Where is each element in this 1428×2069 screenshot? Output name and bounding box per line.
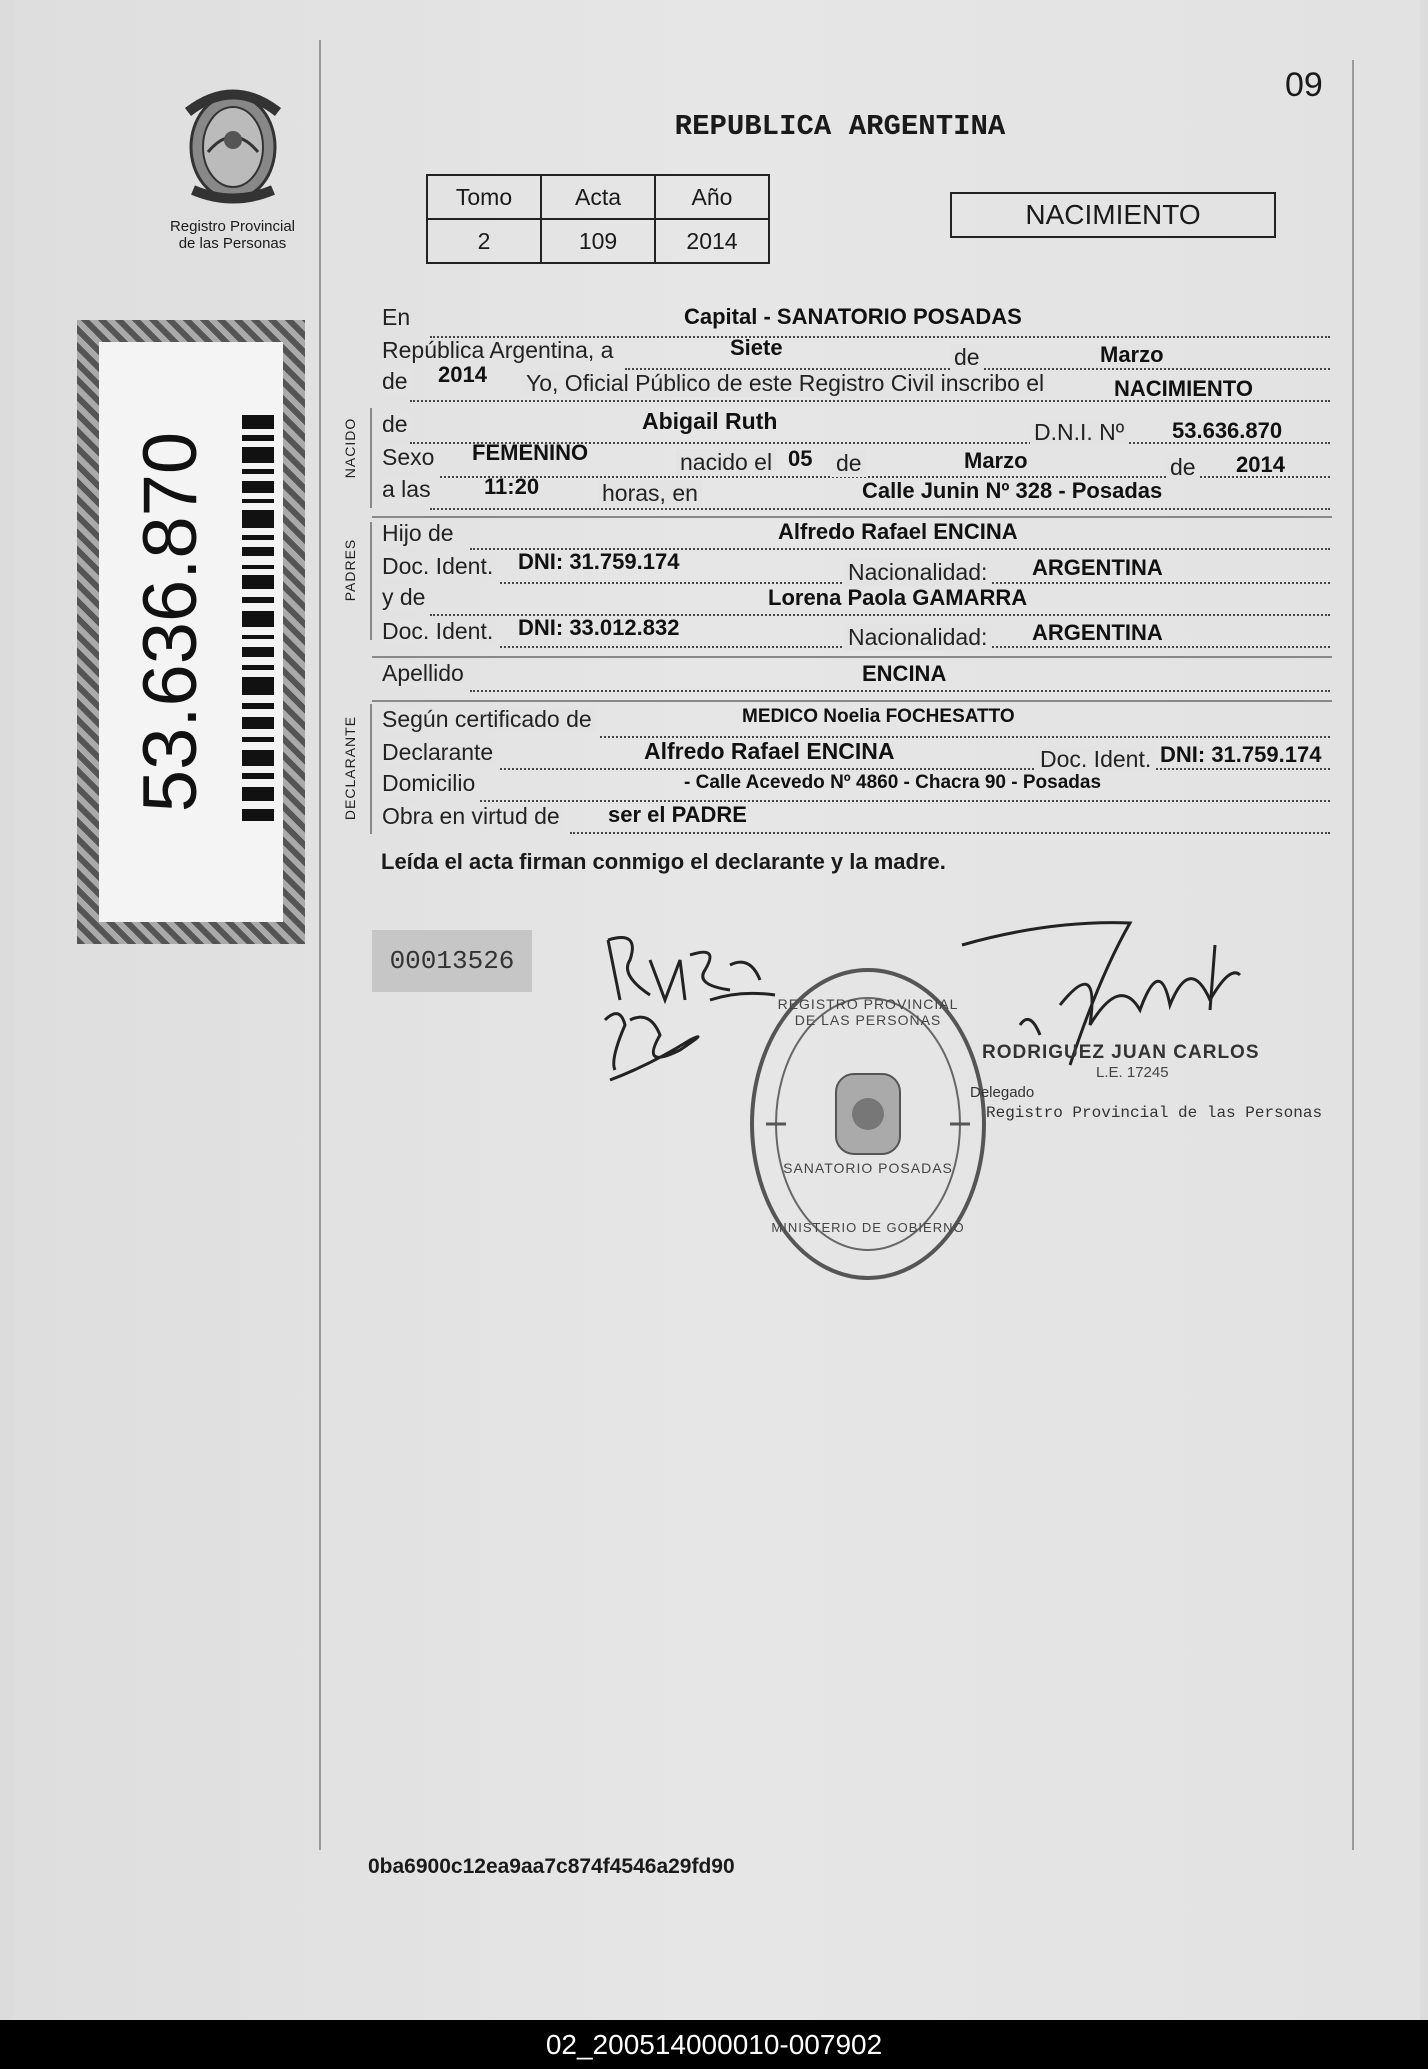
- dni-value: 53.636.870: [1172, 418, 1283, 443]
- lugar-value: Calle Junin Nº 328 - Posadas: [862, 478, 1163, 503]
- stamp-inner-text: SANATORIO POSADAS: [783, 1160, 953, 1176]
- section-padres: PADRES: [342, 538, 358, 602]
- de-year-label: de: [382, 368, 412, 395]
- document-hash: 0ba6900c12ea9aa7c874f4546a29fd90: [368, 1855, 735, 1878]
- declarante-label: Declarante: [382, 739, 497, 766]
- de-label2: de: [832, 450, 866, 477]
- stamp-bottom-text: MINISTERIO DE GOBIERNO: [771, 1220, 965, 1235]
- de-label3: de: [1166, 454, 1200, 481]
- nombre-label: de: [382, 411, 412, 438]
- dots-apellido: [470, 690, 1330, 692]
- official-name: RODRIGUEZ JUAN CARLOS: [982, 1042, 1260, 1063]
- padre-nac: ARGENTINA: [1032, 555, 1163, 580]
- alas-label: a las: [382, 476, 435, 503]
- yde-label: y de: [382, 584, 429, 611]
- anio-header: Año: [655, 175, 769, 219]
- barcode-icon: [242, 415, 274, 825]
- birth-day: 05: [788, 446, 813, 471]
- madre-doc: DNI: 33.012.832: [518, 615, 680, 640]
- act-value: NACIMIENTO: [1114, 376, 1253, 401]
- side-id-number: 53.636.870: [128, 431, 213, 813]
- doc-label3: Doc. Ident.: [1036, 746, 1155, 773]
- issuer-line1: Registro Provincial: [169, 218, 296, 235]
- certificado-value: MEDICO Noelia FOCHESATTO: [742, 706, 1015, 727]
- registry-table: [426, 174, 770, 264]
- declarante-doc: DNI: 31.759.174: [1160, 742, 1322, 767]
- padre-doc: DNI: 31.759.174: [518, 549, 680, 574]
- divider-declarante: [372, 700, 1332, 702]
- month-words: Marzo: [1100, 342, 1164, 367]
- oficial-label: Yo, Oficial Público de este Registro Civil inscribo el: [522, 370, 1048, 397]
- issuer-line2: de las Personas: [178, 235, 287, 252]
- section-nacido: NACIDO: [342, 417, 358, 479]
- closing-text: Leída el acta firman conmigo el declarante y la madre.: [381, 849, 946, 874]
- horas-label: horas, en: [598, 480, 702, 507]
- nac-label: Nacionalidad:: [844, 559, 991, 586]
- en-label: En: [382, 304, 411, 330]
- divider-apellido: [372, 656, 1332, 658]
- birth-month: Marzo: [964, 448, 1028, 473]
- day-words: Siete: [730, 335, 783, 360]
- tomo-value: 2: [427, 219, 541, 263]
- dots-hora: [430, 508, 1330, 510]
- madre-value: Lorena Paola GAMARRA: [768, 585, 1028, 610]
- divider-padres: [372, 516, 1332, 518]
- apellido-value: ENCINA: [862, 661, 947, 686]
- en-value: Capital - SANATORIO POSADAS: [684, 304, 1022, 329]
- official-role1: Delegado: [970, 1084, 1035, 1101]
- doc-label2: Doc. Ident.: [382, 618, 497, 645]
- issuer-label: [140, 218, 325, 252]
- birth-year: 2014: [1236, 452, 1285, 477]
- province-crest-icon: [168, 82, 298, 212]
- right-margin-line: [1352, 60, 1354, 1850]
- anio-value: 2014: [655, 219, 769, 263]
- padre-value: Alfredo Rafael ENCINA: [778, 519, 1018, 544]
- year-value: 2014: [438, 362, 487, 387]
- stamp-round-text: REGISTRO PROVINCIAL DE LAS PERSONAS: [777, 996, 959, 1028]
- official-id: L.E. 17245: [1096, 1064, 1169, 1081]
- page-number: 09: [1285, 66, 1323, 104]
- barcode-panel: [77, 320, 305, 944]
- nacido-label: nacido el: [676, 449, 776, 476]
- sexo-label: Sexo: [382, 444, 438, 471]
- padres-bracket: [370, 522, 372, 640]
- de-label: de: [950, 344, 984, 371]
- hora-value: 11:20: [484, 474, 540, 499]
- sexo-value: FEMENINO: [472, 440, 589, 465]
- serial-stamp: 00013526: [372, 930, 532, 992]
- tomo-header: Tomo: [427, 175, 541, 219]
- section-declarante: DECLARANTE: [342, 715, 358, 821]
- document-title: REPUBLICA ARGENTINA: [674, 110, 1006, 143]
- nac-label2: Nacionalidad:: [844, 624, 991, 651]
- madre-nac: ARGENTINA: [1032, 620, 1163, 645]
- republica-label: República Argentina, a: [382, 337, 614, 363]
- obra-value: ser el PADRE: [608, 802, 747, 827]
- dots-declarante: [500, 768, 1330, 770]
- domicilio-label: Domicilio: [382, 770, 479, 797]
- hijo-label: Hijo de: [382, 520, 458, 547]
- declarante-value: Alfredo Rafael ENCINA: [644, 738, 895, 764]
- acta-header: Acta: [541, 175, 655, 219]
- acta-value: 109: [541, 219, 655, 263]
- official-role2: Registro Provincial de las Personas: [986, 1104, 1323, 1122]
- dots-obra: [570, 832, 1330, 834]
- certificado-label: Según certificado de: [382, 706, 596, 733]
- declarante-bracket: [370, 704, 372, 834]
- obra-label: Obra en virtud de: [382, 803, 564, 830]
- record-type-box: NACIMIENTO: [950, 192, 1276, 238]
- file-id-bar: 02_200514000010-007902: [0, 2020, 1428, 2069]
- nombre-value: Abigail Ruth: [642, 408, 778, 434]
- doc-label: Doc. Ident.: [382, 553, 497, 580]
- apellido-label: Apellido: [382, 660, 468, 687]
- domicilio-value: - Calle Acevedo Nº 4860 - Chacra 90 - Posadas: [684, 772, 1102, 793]
- dni-label: D.N.I. Nº: [1030, 419, 1128, 446]
- nacido-bracket: [370, 408, 372, 508]
- left-margin-line: [319, 40, 321, 1850]
